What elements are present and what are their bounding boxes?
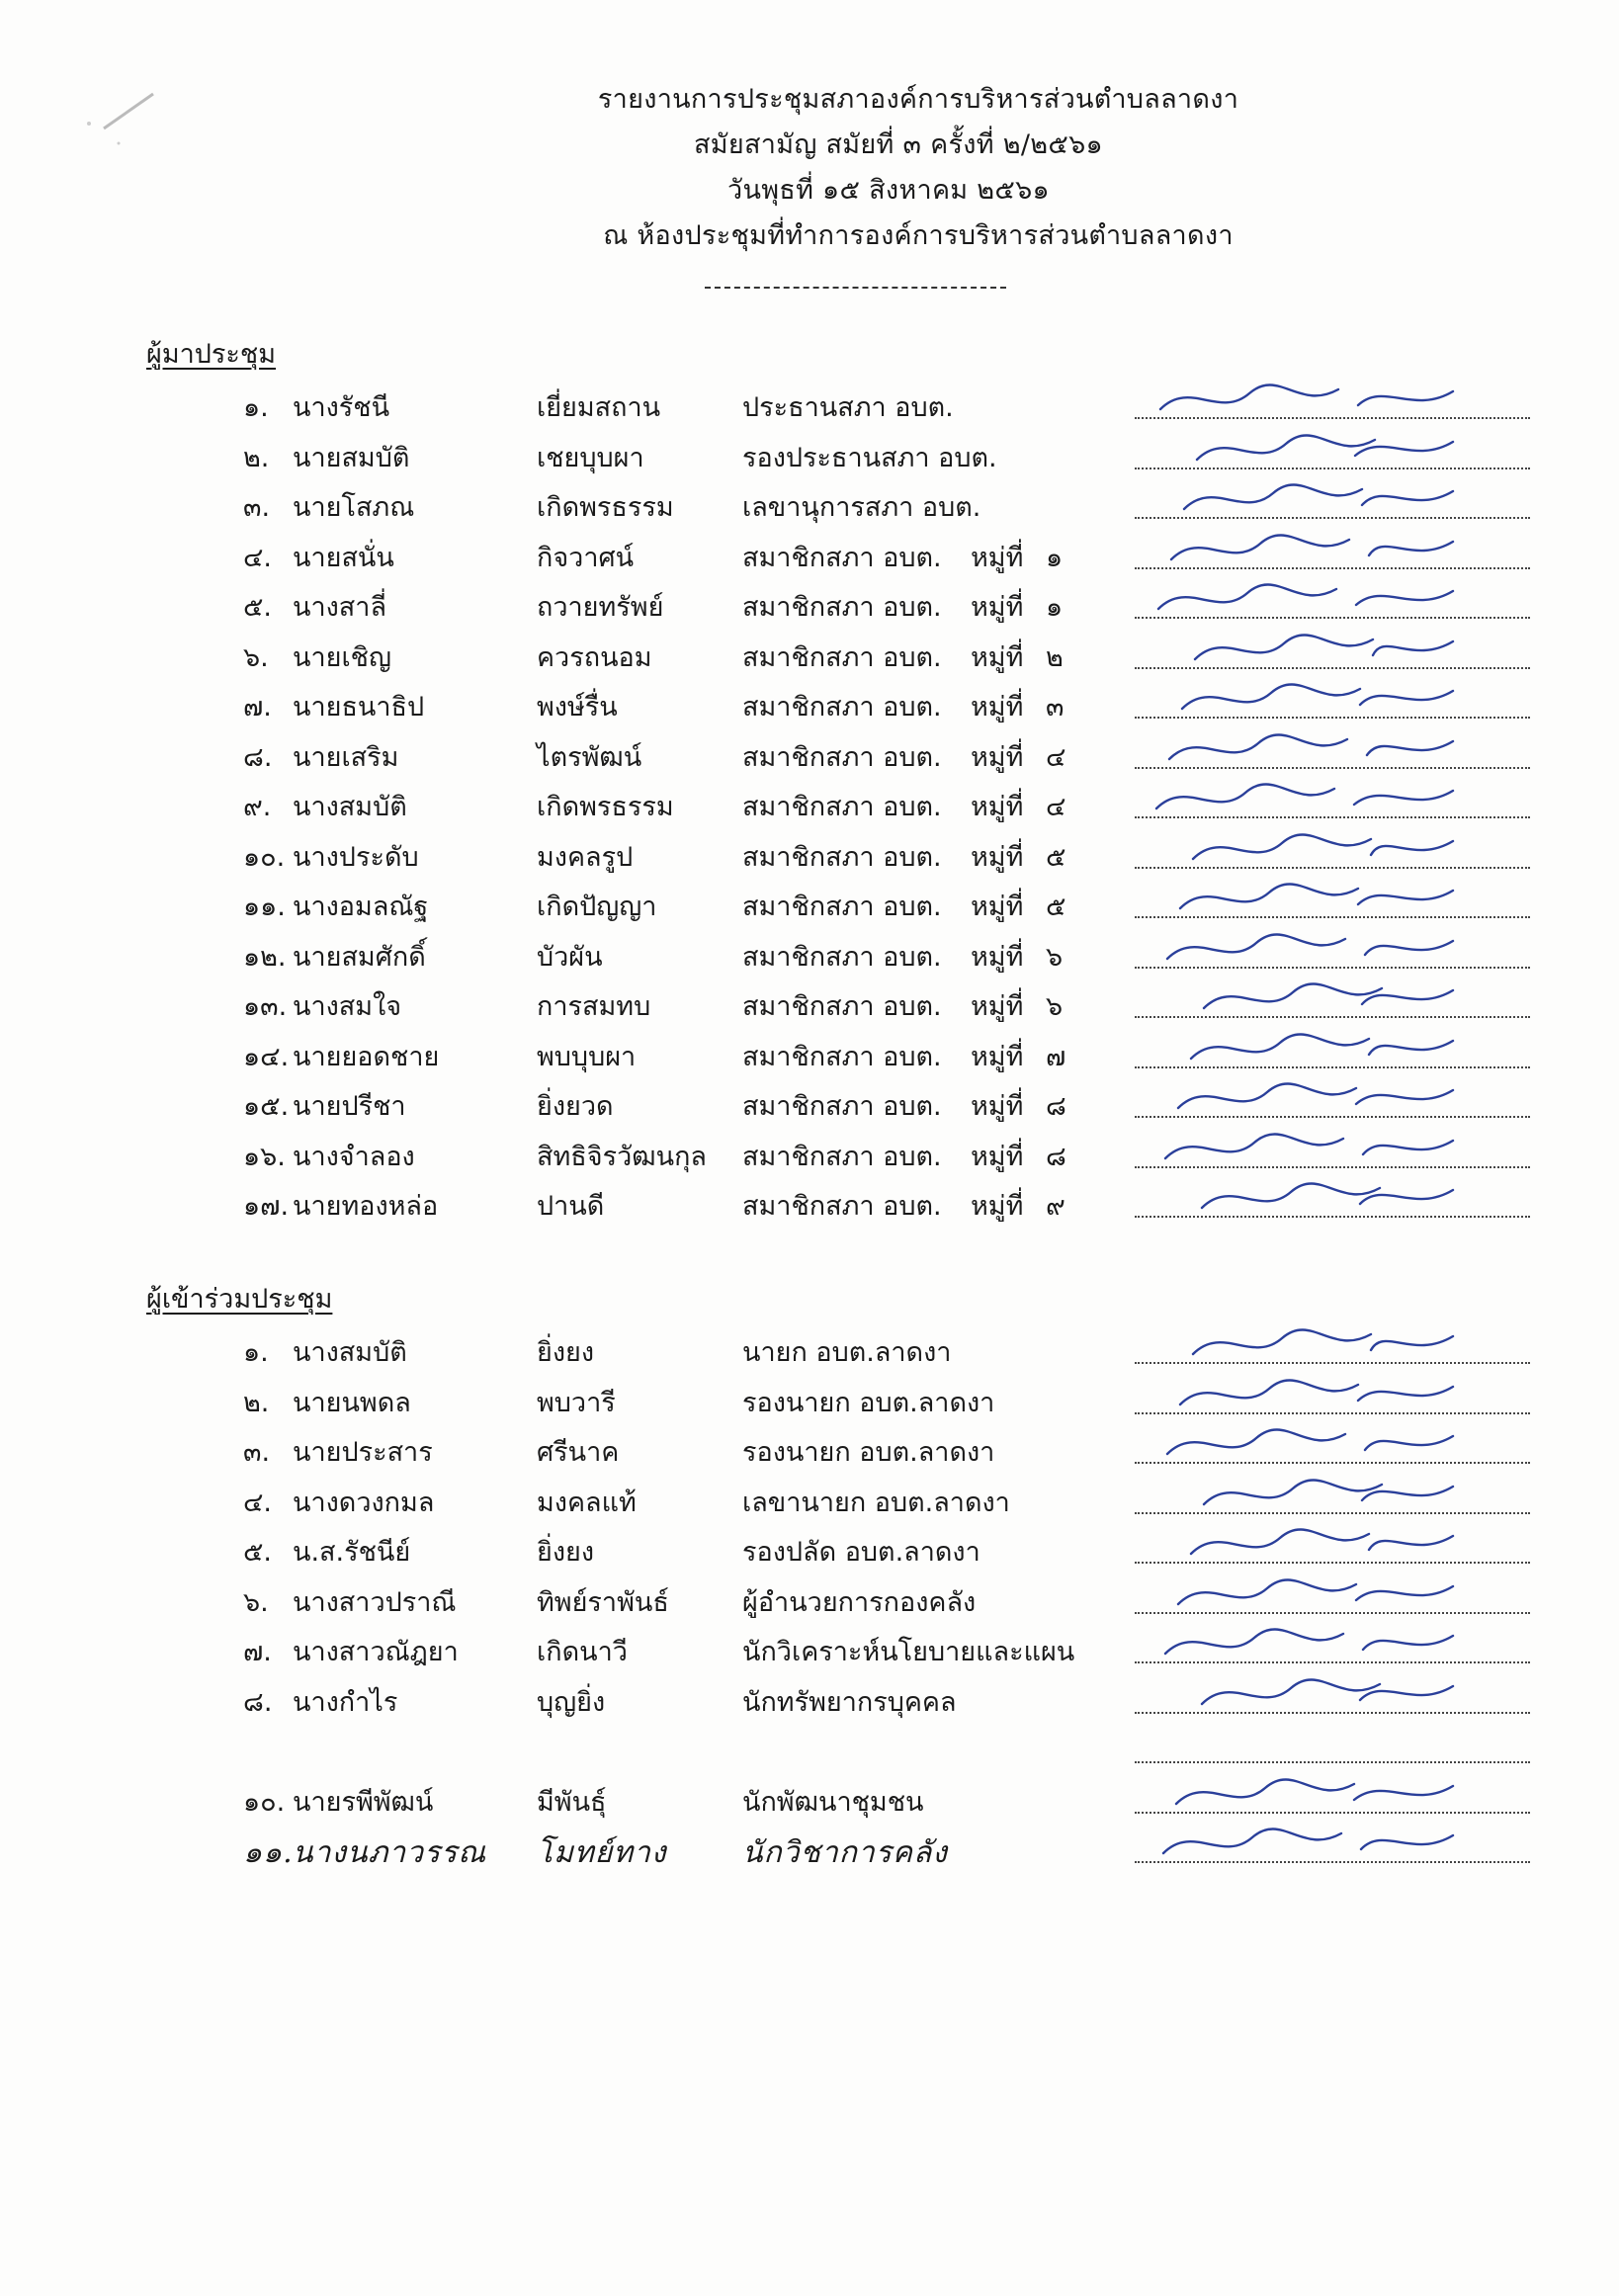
position-title: รองปลัด อบต.ลาดงา <box>742 1537 980 1568</box>
item-number: ๕. <box>243 592 273 623</box>
position-title: สมาชิกสภา อบต. <box>742 1191 942 1222</box>
position-title: สมาชิกสภา อบต. <box>742 841 942 873</box>
handwritten-signature <box>1147 722 1502 777</box>
last-name: เกิดปัญญา <box>537 892 657 922</box>
first-name: นายเสริม <box>293 741 399 773</box>
scan-speck-mark <box>59 69 178 158</box>
list-item <box>0 1176 1619 1227</box>
first-name: นายสมศักดิ์ <box>293 941 426 973</box>
handwritten-signature <box>1147 522 1502 577</box>
first-name: นางสาวณัฎยา <box>293 1637 459 1667</box>
first-name: นางกำไร <box>293 1686 398 1718</box>
list-item <box>0 1822 1619 1872</box>
first-name: นางสาลี่ <box>293 592 386 623</box>
last-name: เกิดพรธรรม <box>537 792 674 822</box>
handwritten-signature <box>1147 771 1502 826</box>
position-title: นักพัฒนาชุมชน <box>742 1786 924 1818</box>
last-name: ยิ่งยวด <box>537 1091 614 1122</box>
village-label: หมู่ที่ <box>971 892 1024 922</box>
handwritten-signature <box>1147 921 1502 977</box>
last-name: ยิ่งยง <box>537 1337 595 1368</box>
position-title: รองนายก อบต.ลาดงา <box>742 1437 995 1468</box>
position-title: สมาชิกสภา อบต. <box>742 1091 942 1122</box>
village-label: หมู่ที่ <box>971 841 1024 873</box>
first-name: นางสาวปราณี <box>293 1586 457 1618</box>
last-name: เชยบุบผา <box>537 442 644 473</box>
last-name: บัวผัน <box>537 941 603 973</box>
position-title: ประธานสภา อบต. <box>742 392 954 423</box>
list-item <box>0 877 1619 927</box>
position-title: สมาชิกสภา อบต. <box>742 792 942 822</box>
last-name: มงคลแท้ <box>537 1487 637 1518</box>
first-name: นายนพดล <box>293 1387 411 1418</box>
list-item <box>0 1622 1619 1672</box>
item-number: ๙. <box>243 792 272 822</box>
list-item <box>0 428 1619 478</box>
item-number: ๕. <box>243 1537 273 1568</box>
list-item <box>0 1322 1619 1373</box>
handwritten-signature <box>1147 1616 1502 1671</box>
handwritten-signature <box>1147 1416 1502 1472</box>
handwritten-signature <box>1147 1567 1502 1622</box>
attendees-list <box>0 378 1619 1227</box>
handwritten-signature <box>1147 1816 1502 1871</box>
handwritten-signature <box>1147 571 1502 627</box>
last-name: เกิดนาวี <box>537 1637 628 1667</box>
village-label: หมู่ที่ <box>971 641 1024 673</box>
last-name: ทิพย์ราพันธ์ <box>537 1586 669 1618</box>
position-title: เลขานายก อบต.ลาดงา <box>742 1487 1010 1518</box>
village-number: ๕ <box>1046 892 1066 922</box>
item-number: ๗. <box>243 692 272 723</box>
village-number: ๒ <box>1046 641 1064 673</box>
position-title: สมาชิกสภา อบต. <box>742 592 942 623</box>
handwritten-signature <box>1147 971 1502 1026</box>
position-title: รองนายก อบต.ลาดงา <box>742 1387 995 1418</box>
list-item <box>0 1373 1619 1423</box>
last-name: บุญยิ่ง <box>537 1686 606 1718</box>
position-title: นักทรัพยากรบุคคล <box>742 1686 957 1718</box>
village-label: หมู่ที่ <box>971 941 1024 973</box>
handwritten-signature <box>1147 1021 1502 1076</box>
last-name: พบวารี <box>537 1387 616 1418</box>
item-number: ๒. <box>243 442 270 473</box>
village-number: ๑ <box>1046 592 1064 623</box>
handwritten-signature <box>1147 821 1502 877</box>
item-number: ๑๒. <box>243 941 287 973</box>
handwritten-signature <box>1147 422 1502 477</box>
list-item <box>0 528 1619 578</box>
item-number: ๓. <box>243 1437 271 1468</box>
village-number: ๔ <box>1046 741 1066 773</box>
handwritten-signature <box>1147 1121 1502 1176</box>
last-name: มีพันธุ์ <box>537 1786 607 1818</box>
list-item <box>0 827 1619 878</box>
list-item <box>0 477 1619 528</box>
handwritten-signature <box>1147 1170 1502 1226</box>
village-number: ๘ <box>1046 1141 1066 1172</box>
position-title: สมาชิกสภา อบต. <box>742 542 942 573</box>
last-name: มงคลรูป <box>537 841 634 873</box>
last-name: กิจวาศน์ <box>537 542 635 573</box>
item-number: ๖. <box>243 1586 269 1618</box>
village-label: หมู่ที่ <box>971 1191 1024 1222</box>
first-name: นายรพีพัฒน์ <box>293 1786 434 1818</box>
village-label: หมู่ที่ <box>971 991 1024 1022</box>
position-title: นายก อบต.ลาดงา <box>742 1337 952 1368</box>
village-number: ๔ <box>1046 792 1066 822</box>
item-number: ๑. <box>243 1337 269 1368</box>
village-number: ๙ <box>1046 1191 1065 1222</box>
last-name: ถวายทรัพย์ <box>537 592 664 623</box>
venue-line: ณ ห้องประชุมที่ทำการองค์การบริหารส่วนตำบลลาดงา <box>603 220 1234 251</box>
handwritten-signature <box>1147 372 1502 427</box>
item-number: ๑๑. <box>243 1835 294 1870</box>
item-number: ๑๓. <box>243 991 288 1022</box>
position-title: สมาชิกสภา อบต. <box>742 741 942 773</box>
item-number: ๑๔. <box>243 1041 290 1072</box>
village-number: ๖ <box>1046 991 1064 1022</box>
first-name: นายโสภณ <box>293 492 415 523</box>
item-number: ๘. <box>243 741 273 773</box>
first-name: น.ส.รัชนีย์ <box>293 1537 411 1568</box>
handwritten-signature <box>1147 1070 1502 1126</box>
last-name: สิทธิจิรวัฒนกุล <box>537 1141 707 1172</box>
list-item <box>0 378 1619 428</box>
position-title: สมาชิกสภา อบต. <box>742 941 942 973</box>
document-header <box>0 77 1619 259</box>
first-name: นางสมใจ <box>293 991 402 1022</box>
first-name: นางรัชนี <box>293 392 390 423</box>
item-number: ๑. <box>243 392 269 423</box>
village-number: ๗ <box>1046 1041 1066 1072</box>
first-name: นางประดับ <box>293 841 419 873</box>
first-name: นายปรีชา <box>293 1091 406 1122</box>
participants-list <box>0 1322 1619 1872</box>
list-item <box>0 1027 1619 1077</box>
report-title: รายงานการประชุมสภาองค์การบริหารส่วนตำบลลาดงา <box>597 84 1239 115</box>
position-title: เลขานุการสภา อบต. <box>742 492 981 523</box>
last-name: ไตรพัฒน์ <box>537 741 642 773</box>
item-number: ๑๐. <box>243 1786 286 1818</box>
list-item <box>0 1772 1619 1823</box>
last-name: ยิ่งยง <box>537 1537 595 1568</box>
first-name: นายทองหล่อ <box>293 1191 439 1222</box>
handwritten-signature <box>1147 1367 1502 1422</box>
village-label: หมู่ที่ <box>971 542 1024 573</box>
handwritten-signature <box>1147 1317 1502 1372</box>
position-title: สมาชิกสภา อบต. <box>742 1041 942 1072</box>
item-number: ๘. <box>243 1686 273 1718</box>
village-label: หมู่ที่ <box>971 792 1024 822</box>
handwritten-signature <box>1147 622 1502 677</box>
last-name: ศรีนาค <box>537 1437 620 1468</box>
list-item <box>0 927 1619 978</box>
first-name: นายสนั่น <box>293 542 394 573</box>
last-name: โมทย์ทาง <box>537 1835 667 1870</box>
last-name: เยี่ยมสถาน <box>537 392 661 423</box>
handwritten-signature <box>1147 871 1502 926</box>
handwritten-signature <box>1147 1467 1502 1522</box>
last-name: การสมทบ <box>537 991 651 1022</box>
handwritten-signature <box>1147 471 1502 527</box>
item-number: ๒. <box>243 1387 270 1418</box>
list-item <box>0 577 1619 628</box>
date-line: วันพุธที่ ๑๕ สิงหาคม ๒๕๖๑ <box>726 175 1050 206</box>
participants-heading: ผู้เข้าร่วมประชุม <box>146 1284 333 1315</box>
list-item <box>0 777 1619 827</box>
position-title: นักวิเคราะห์นโยบายและแผน <box>742 1637 1075 1667</box>
village-number: ๖ <box>1046 941 1064 973</box>
village-number: ๕ <box>1046 841 1066 873</box>
item-number: ๑๑. <box>243 892 286 922</box>
position-title: สมาชิกสภา อบต. <box>742 991 942 1022</box>
village-label: หมู่ที่ <box>971 1041 1024 1072</box>
list-item <box>0 628 1619 678</box>
first-name: นางนภาวรรณ <box>293 1835 487 1870</box>
last-name: ควรถนอม <box>537 641 652 673</box>
position-title: สมาชิกสภา อบต. <box>742 892 942 922</box>
first-name: นายสมบัติ <box>293 442 410 473</box>
list-item <box>0 1076 1619 1127</box>
position-title: สมาชิกสภา อบต. <box>742 641 942 673</box>
item-number: ๓. <box>243 492 271 523</box>
item-number: ๑๖. <box>243 1141 286 1172</box>
first-name: นางอมลณัฐ <box>293 892 429 922</box>
position-title: สมาชิกสภา อบต. <box>742 692 942 723</box>
list-item <box>0 1473 1619 1523</box>
position-title: รองประธานสภา อบต. <box>742 442 997 473</box>
village-label: หมู่ที่ <box>971 592 1024 623</box>
village-label: หมู่ที่ <box>971 1091 1024 1122</box>
item-number: ๖. <box>243 641 269 673</box>
last-name: ปานดี <box>537 1191 605 1222</box>
village-number: ๑ <box>1046 542 1064 573</box>
item-number: ๗. <box>243 1637 272 1667</box>
last-name: เกิดพรธรรม <box>537 492 674 523</box>
last-name: พงษ์รื่น <box>537 692 618 723</box>
item-number: ๑๐. <box>243 841 286 873</box>
list-item <box>0 1522 1619 1573</box>
first-name: นางสมบัติ <box>293 1337 407 1368</box>
village-number: ๘ <box>1046 1091 1066 1122</box>
village-label: หมู่ที่ <box>971 741 1024 773</box>
list-item <box>0 1127 1619 1177</box>
first-name: นางจำลอง <box>293 1141 415 1172</box>
position-title: นักวิชาการคลัง <box>742 1835 948 1870</box>
first-name: นางดวงกมล <box>293 1487 435 1518</box>
first-name: นายธนาธิป <box>293 692 425 723</box>
item-number: ๔. <box>243 542 273 573</box>
item-number: ๑๗. <box>243 1191 290 1222</box>
list-item <box>0 1672 1619 1723</box>
last-name: พบบุบผา <box>537 1041 637 1072</box>
first-name: นายยอดชาย <box>293 1041 440 1072</box>
list-item <box>0 677 1619 727</box>
village-number: ๓ <box>1046 692 1065 723</box>
handwritten-signature <box>1147 1716 1502 1771</box>
list-item <box>0 727 1619 778</box>
handwritten-signature <box>1147 1516 1502 1572</box>
first-name: นายประสาร <box>293 1437 433 1468</box>
handwritten-signature <box>1147 1666 1502 1722</box>
list-item <box>0 977 1619 1027</box>
village-label: หมู่ที่ <box>971 1141 1024 1172</box>
first-name: นายเชิญ <box>293 641 391 673</box>
list-item <box>0 1422 1619 1473</box>
first-name: นางสมบัติ <box>293 792 407 822</box>
header-divider <box>705 287 1006 289</box>
village-label: หมู่ที่ <box>971 692 1024 723</box>
item-number: ๔. <box>243 1487 273 1518</box>
attendees-heading: ผู้มาประชุม <box>146 339 277 370</box>
list-item <box>0 1722 1619 1772</box>
handwritten-signature <box>1147 671 1502 726</box>
item-number: ๑๕. <box>243 1091 290 1122</box>
handwritten-signature <box>1147 1766 1502 1822</box>
list-item <box>0 1573 1619 1623</box>
position-title: สมาชิกสภา อบต. <box>742 1141 942 1172</box>
position-title: ผู้อำนวยการกองคลัง <box>742 1586 977 1618</box>
session-line: สมัยสามัญ สมัยที่ ๓ ครั้งที่ ๒/๒๕๖๑ <box>694 129 1103 160</box>
